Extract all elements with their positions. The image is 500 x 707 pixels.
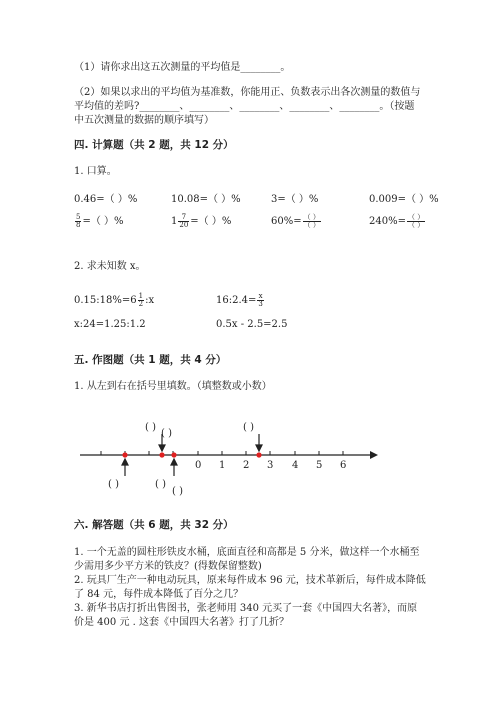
equation-3: x:24=1.25:1.2	[74, 319, 146, 330]
intro-q2-line3: 中五次测量的数据的顺序填写）	[74, 115, 214, 126]
tick-label-4: 4	[292, 460, 299, 471]
fraction: $\frac{1}{2}$	[138, 292, 144, 308]
tick-label-2: 2	[243, 460, 250, 471]
intro-q2-line1: （2）如果以求出的平均值为基准数，你能用正、负数表示出各次测量的数值与	[74, 87, 421, 98]
paren-top-3: ( )	[243, 422, 254, 433]
fraction: $\frac{( )}{( )}$	[303, 213, 320, 229]
calc-r1-c2: 10.08=（ ）%	[171, 194, 241, 205]
tick-label-5: 5	[316, 460, 323, 471]
equation-4: 0.5x - 2.5=2.5	[216, 319, 288, 330]
point-b	[159, 452, 164, 457]
problem-1-line2: 少需用多少平方米的铁皮？(得数保留整数)	[74, 561, 262, 572]
section4-q1-label: 1. 口算。	[74, 166, 117, 177]
calc-r2-c2: 1 $\frac{7}{20}$ =（ ）%	[171, 213, 232, 229]
section5-title: 五. 作图题（共 1 题，共 4 分）	[74, 354, 227, 366]
calc-r1-c1: 0.46=（ ）%	[74, 194, 138, 205]
tick-label-1: 1	[219, 460, 226, 471]
problem-3-line2: 价是 400 元 . 这套《中国四大名著》打了几折？	[74, 617, 289, 628]
axis-arrowhead	[370, 451, 378, 459]
equation-2: 16:2.4= $\frac{x}{3}$	[216, 292, 263, 308]
problem-2-line1: 2. 玩具厂生产一种电动玩具，原来每件成本 96 元，技术革新后，每件成本降低	[74, 575, 426, 586]
tick-label-0: 0	[195, 460, 202, 471]
problem-2-line2: 了 84 元，每件成本降低了百分之几？	[74, 589, 244, 600]
fraction: $\frac{5}{8}$	[76, 213, 81, 229]
up-arrows	[122, 459, 177, 476]
point-a	[122, 452, 127, 457]
calc-r2-c1: $\frac{5}{8}$ =（ ）%	[76, 213, 124, 229]
section5-q1-label: 1. 从左到右在括号里填数。（填整数或小数）	[74, 381, 272, 392]
point-d	[256, 452, 261, 457]
section6-title: 六. 解答题（共 6 题，共 32 分）	[74, 519, 234, 531]
intro-q1: （1）请你求出这五次测量的平均值是________。	[74, 62, 291, 73]
down-arrows	[159, 434, 262, 451]
problem-3-line1: 3. 新华书店打折出售图书，张老师用 340 元买了一套《中国四大名著》，而原	[74, 603, 418, 614]
calc-r1-c3: 3=（ ）%	[271, 194, 319, 205]
tick-label-3: 3	[267, 460, 274, 471]
paren-top-1: ( )	[145, 422, 156, 433]
paren-bottom-2: ( )	[155, 479, 166, 490]
paren-bottom-3: ( )	[172, 486, 183, 497]
section4-q2-label: 2. 求未知数 x。	[74, 261, 146, 272]
fraction: $\frac{x}{3}$	[258, 292, 263, 308]
calc-r1-c4: 0.009=（ ）%	[369, 194, 439, 205]
fraction: $\frac{7}{20}$	[179, 213, 189, 229]
intro-q2-line2: 平均值的差吗?________、________、________、________、________。（按题	[74, 101, 415, 112]
calc-r2-c3: 60%= $\frac{( )}{( )}$	[271, 213, 320, 229]
section4-title: 四. 计算题（共 2 题，共 12 分）	[74, 139, 234, 151]
problem-1-line1: 1. 一个无盖的圆柱形铁皮水桶，底面直径和高都是 5 分米，做这样一个水桶至	[74, 547, 420, 558]
equation-1: 0.15:18%=6 $\frac{1}{2}$ :x	[74, 292, 155, 308]
fraction: $\frac{( )}{( )}$	[407, 213, 425, 229]
paren-top-2: ( )	[161, 428, 172, 439]
point-c	[171, 452, 176, 457]
paren-bottom-1: ( )	[108, 479, 119, 490]
tick-label-6: 6	[340, 460, 347, 471]
calc-r2-c4: 240%= $\frac{( )}{( )}$	[369, 213, 425, 229]
